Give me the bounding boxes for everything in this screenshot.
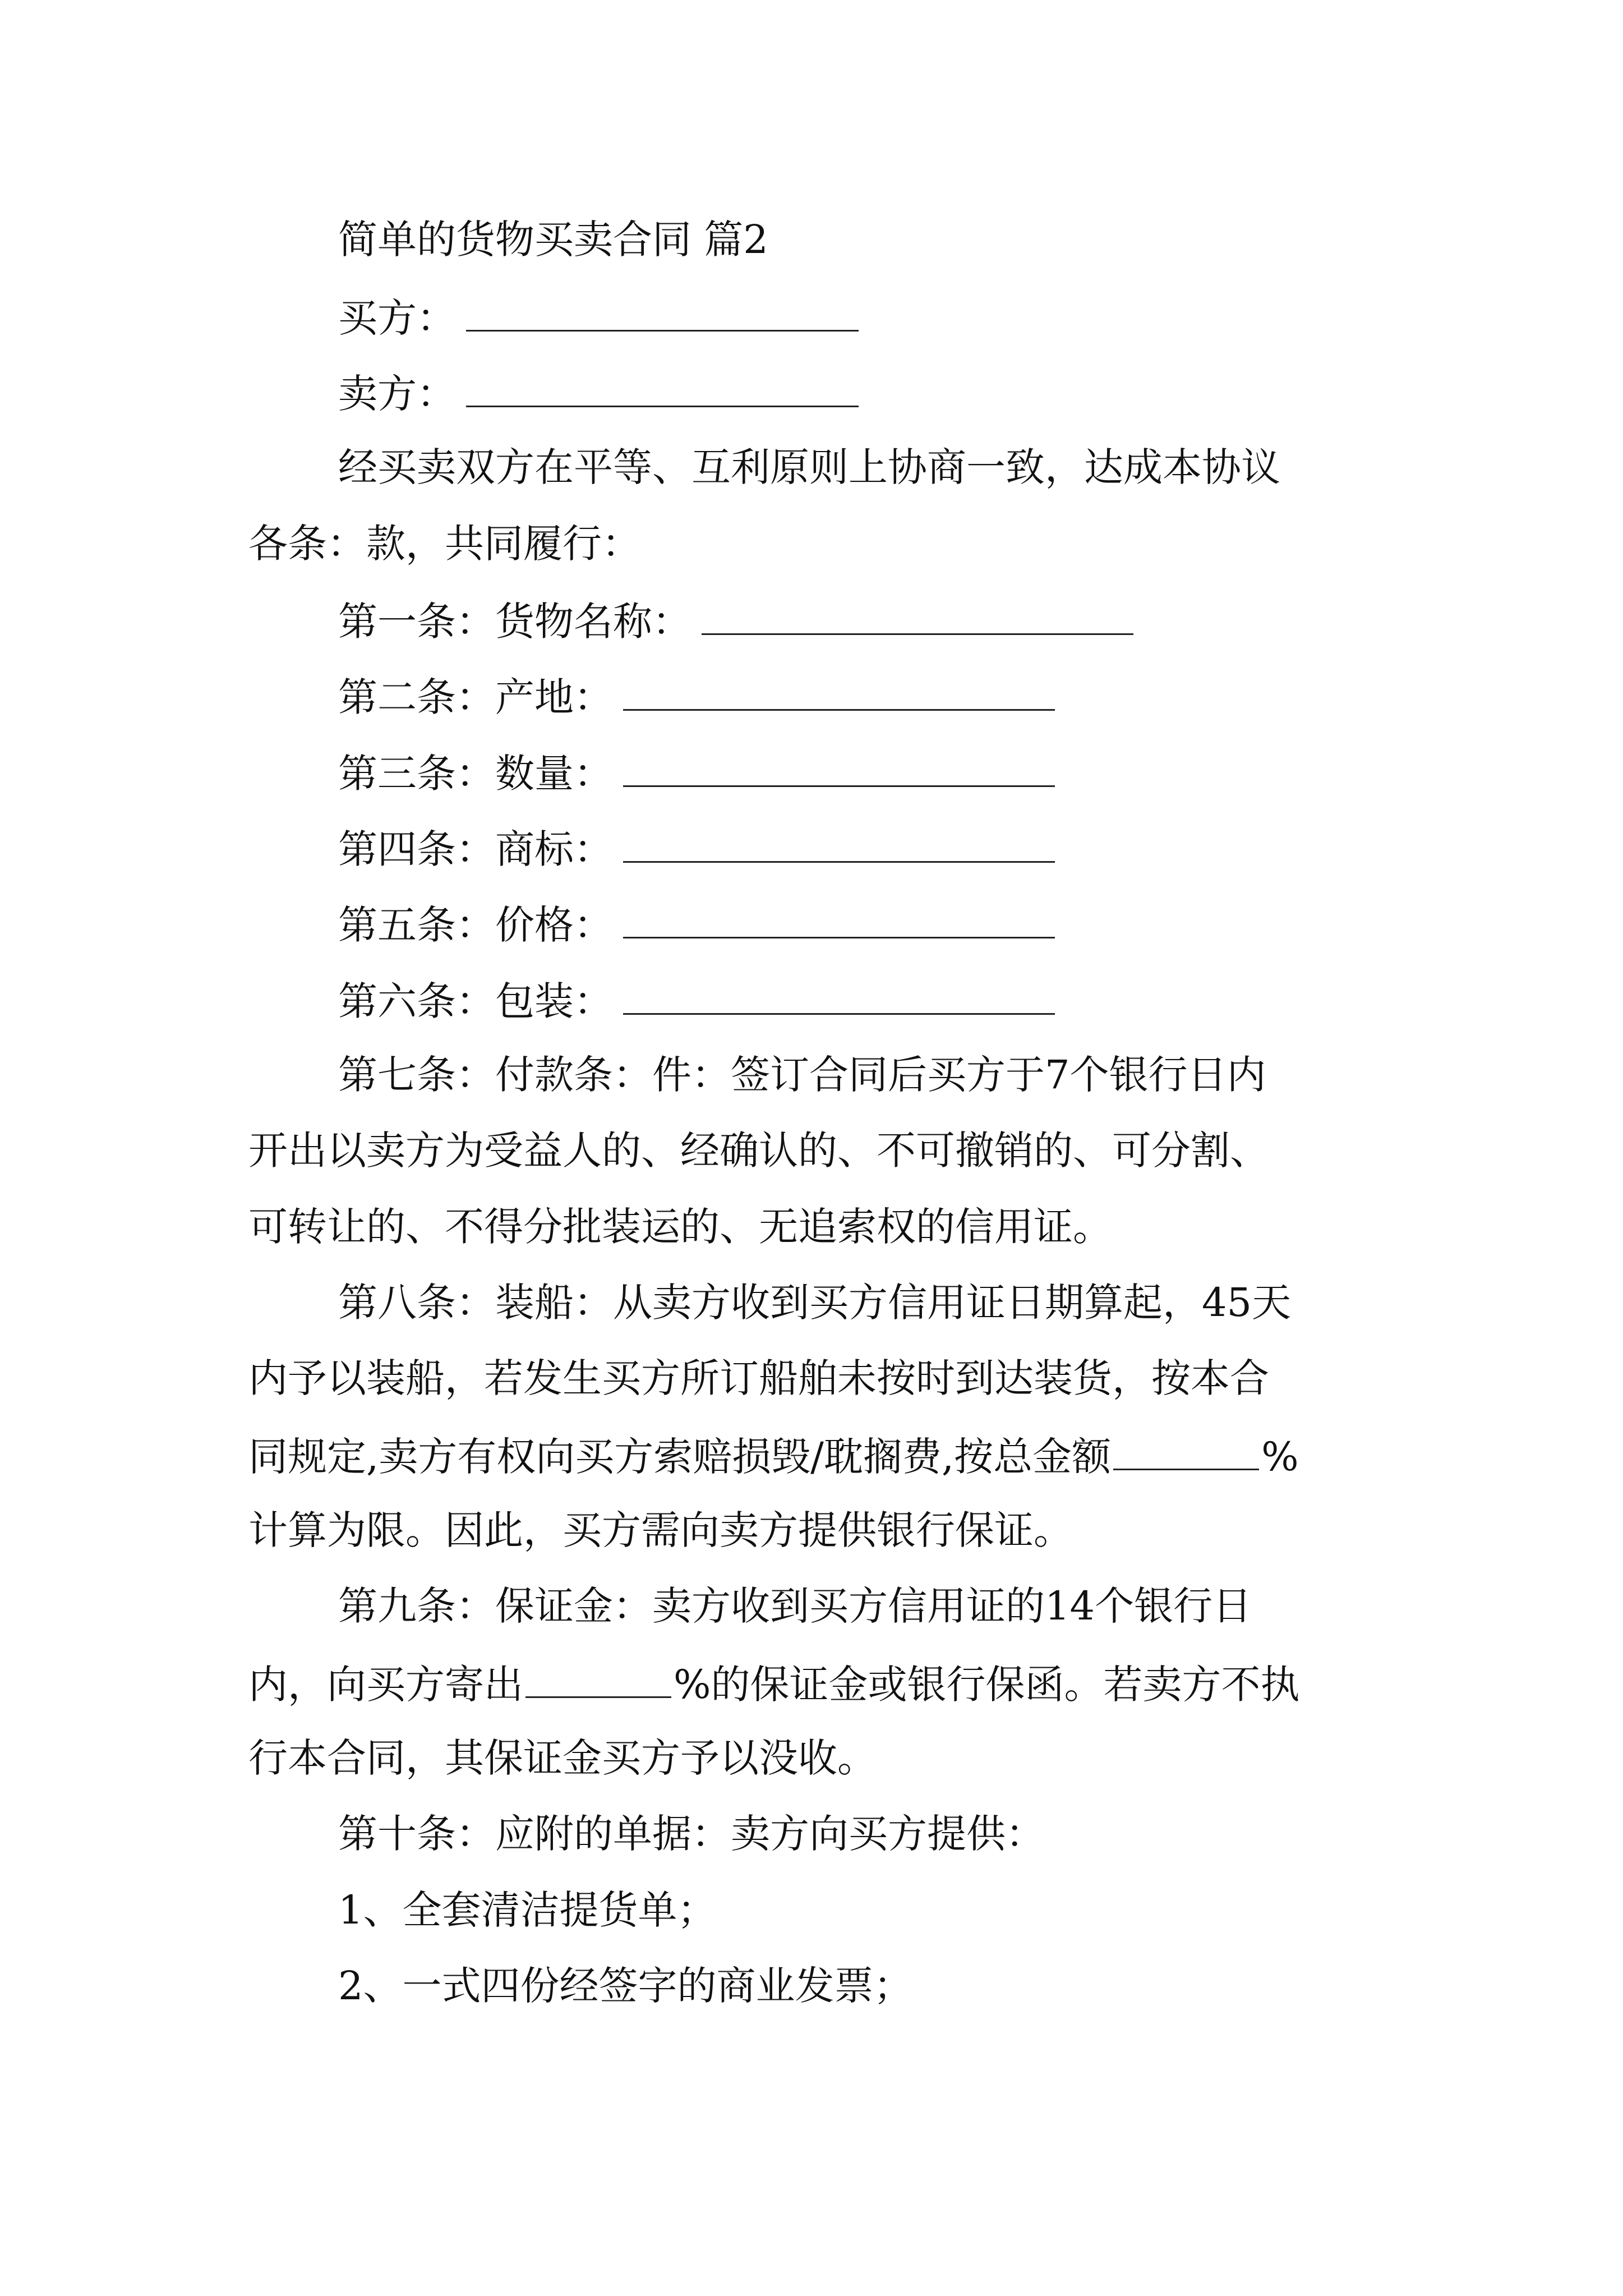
article-8-line-3 <box>248 1434 1299 1480</box>
article-3-label: 第三条：数量： <box>338 751 613 797</box>
article-9-text-1: 第九条：保证金：卖方收到买方信用证的14个银行日 <box>338 1583 1252 1629</box>
article-1-blank[interactable] <box>702 600 1133 635</box>
article-6-label: 第六条：包装： <box>338 978 613 1024</box>
article-8-text-3a: 同规定,卖方有权向买方索赔损毁/耽搁费,按总金额 <box>248 1434 1112 1480</box>
article-9-text-2a: 内，向买方寄出 <box>248 1662 523 1708</box>
article-8-line-1 <box>338 1280 1292 1326</box>
article-6 <box>338 978 1055 1024</box>
article-2-label: 第二条：产地： <box>338 674 613 720</box>
article-7-text-2: 开出以卖方为受益人的、经确认的、不可撤销的、可分割、 <box>248 1128 1269 1174</box>
intro-line-1 <box>338 444 1280 490</box>
seller-line <box>338 371 859 417</box>
article-9-line-2 <box>248 1662 1300 1708</box>
article-6-blank[interactable] <box>623 979 1055 1015</box>
article-7-line-2 <box>248 1128 1269 1174</box>
document-title <box>338 217 768 263</box>
article-4-label: 第四条：商标： <box>338 826 613 872</box>
article-5-label: 第五条：价格： <box>338 902 613 948</box>
buyer-label: 买方： <box>338 295 456 341</box>
article-8-line-4 <box>248 1507 1073 1553</box>
article-10-item-1-text: 1、全套清洁提货单； <box>338 1887 717 1933</box>
article-2 <box>338 674 1055 720</box>
article-10-heading-text: 第十条：应附的单据：卖方向买方提供： <box>338 1811 1045 1857</box>
article-7-text-1: 第七条：付款条：件：签订合同后买方于7个银行日内 <box>338 1052 1266 1098</box>
intro-line-2 <box>248 521 641 567</box>
article-9-text-2b: %的保证金或银行保函。若卖方不执 <box>674 1662 1300 1708</box>
article-8-text-2: 内予以装船，若发生买方所订船舶未按时到达装货，按本合 <box>248 1355 1269 1401</box>
article-7-line-1 <box>338 1052 1266 1098</box>
article-3 <box>338 751 1055 797</box>
intro-text-1: 经买卖双方在平等、互利原则上协商一致，达成本协议 <box>338 444 1280 490</box>
article-10-item-1 <box>338 1887 717 1933</box>
article-8-line-2 <box>248 1355 1269 1401</box>
article-5-blank[interactable] <box>623 903 1055 938</box>
article-9-percent-blank[interactable] <box>525 1663 671 1698</box>
article-8-percent-blank[interactable] <box>1113 1435 1259 1470</box>
article-8-text-1: 第八条：装船：从卖方收到买方信用证日期算起，45天 <box>338 1280 1292 1326</box>
article-10-heading <box>338 1811 1045 1857</box>
buyer-line <box>338 295 859 341</box>
article-9-line-1 <box>338 1583 1252 1629</box>
article-4-blank[interactable] <box>623 827 1055 863</box>
article-4 <box>338 826 1055 872</box>
seller-label: 卖方： <box>338 371 456 417</box>
article-7-text-3: 可转让的、不得分批装运的、无追索权的信用证。 <box>248 1204 1112 1250</box>
buyer-blank[interactable] <box>466 296 859 332</box>
article-8-text-4: 计算为限。因此，买方需向卖方提供银行保证。 <box>248 1507 1073 1553</box>
article-5 <box>338 902 1055 948</box>
article-8-text-3b: % <box>1261 1434 1299 1480</box>
article-9-text-3: 行本合同，其保证金买方予以没收。 <box>248 1735 877 1781</box>
article-10-item-2 <box>338 1963 913 2009</box>
seller-blank[interactable] <box>466 372 859 407</box>
article-2-blank[interactable] <box>623 675 1055 711</box>
title-text: 简单的货物买卖合同 篇2 <box>338 217 768 263</box>
article-9-line-3 <box>248 1735 877 1781</box>
article-1-label: 第一条：货物名称： <box>338 599 691 645</box>
intro-text-2: 各条：款，共同履行： <box>248 521 641 567</box>
article-7-line-3 <box>248 1204 1112 1250</box>
article-1 <box>338 599 1133 645</box>
article-3-blank[interactable] <box>623 752 1055 787</box>
article-10-item-2-text: 2、一式四份经签字的商业发票； <box>338 1963 913 2009</box>
